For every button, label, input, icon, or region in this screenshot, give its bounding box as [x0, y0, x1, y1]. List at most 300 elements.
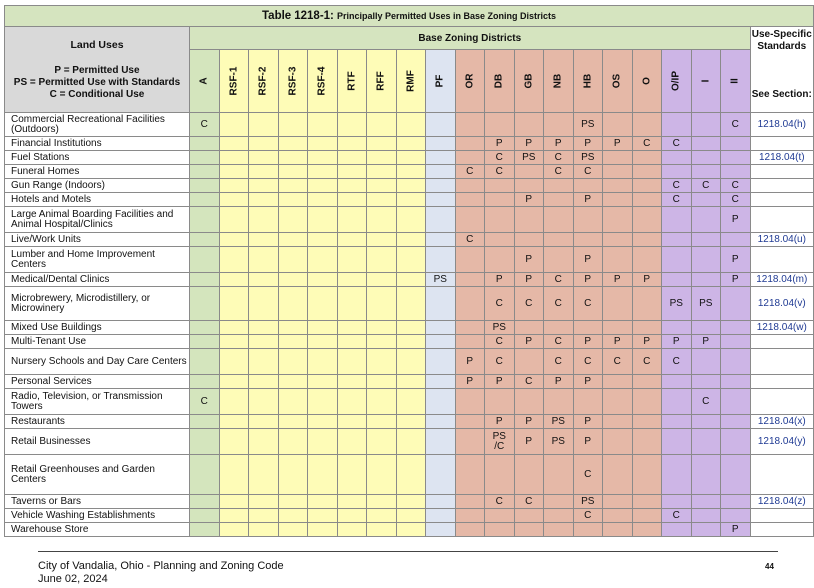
use-cell: [603, 247, 633, 273]
use-cell: [455, 247, 485, 273]
use-cell: [603, 509, 633, 523]
use-cell: [190, 455, 220, 495]
use-cell: [691, 151, 721, 165]
use-cell: [691, 523, 721, 537]
use-cell: P: [455, 375, 485, 389]
use-cell: [691, 349, 721, 375]
use-cell: P: [573, 415, 603, 429]
use-cell: [190, 509, 220, 523]
use-cell: [367, 415, 397, 429]
use-cell: [632, 523, 662, 537]
use-cell: C: [514, 375, 544, 389]
use-cell: [396, 165, 426, 179]
use-cell: [426, 375, 456, 389]
use-cell: [426, 415, 456, 429]
use-cell: [337, 193, 367, 207]
use-cell: [396, 273, 426, 287]
use-cell: [426, 287, 456, 321]
use-cell: [308, 273, 338, 287]
zoning-table-container: [4, 5, 813, 537]
use-cell: [308, 165, 338, 179]
use-cell: [455, 335, 485, 349]
table-row: [5, 273, 814, 287]
use-cell: [396, 509, 426, 523]
standards-reference: [750, 247, 814, 273]
use-cell: [455, 509, 485, 523]
district-label: GB: [523, 73, 535, 89]
use-cell: [396, 193, 426, 207]
use-cell: [249, 349, 279, 375]
use-cell: [367, 207, 397, 233]
table-row: [5, 349, 814, 375]
use-cell: [337, 509, 367, 523]
use-cell: [337, 233, 367, 247]
district-header: [426, 50, 456, 113]
use-cell: [721, 233, 751, 247]
use-cell: [485, 523, 515, 537]
use-cell: C: [691, 179, 721, 193]
land-use-name: Retail Greenhouses and Garden Centers: [5, 455, 190, 495]
use-cell: [514, 165, 544, 179]
use-cell: [337, 207, 367, 233]
use-cell: [337, 455, 367, 495]
use-cell: [396, 233, 426, 247]
use-cell: [426, 137, 456, 151]
use-cell: [337, 273, 367, 287]
use-cell: [249, 193, 279, 207]
use-cell: [190, 349, 220, 375]
use-cell: [396, 523, 426, 537]
use-cell: [455, 151, 485, 165]
use-cell: P: [514, 429, 544, 455]
use-cell: [691, 137, 721, 151]
land-use-name: Vehicle Washing Establishments: [5, 509, 190, 523]
use-cell: PS: [691, 287, 721, 321]
use-cell: [367, 193, 397, 207]
use-cell: [455, 273, 485, 287]
use-cell: [662, 207, 692, 233]
district-header: [249, 50, 279, 113]
table-row: [5, 429, 814, 455]
use-cell: C: [190, 113, 220, 137]
district-header: [514, 50, 544, 113]
use-cell: [455, 415, 485, 429]
district-label: RSF-2: [257, 66, 269, 96]
land-use-name: Personal Services: [5, 375, 190, 389]
district-label: A: [198, 77, 210, 85]
use-cell: [367, 247, 397, 273]
footer-title: City of Vandalia, Ohio - Planning and Zoning Code: [38, 560, 284, 572]
district-header: [337, 50, 367, 113]
use-cell: [278, 389, 308, 415]
use-cell: P: [721, 273, 751, 287]
use-cell: [249, 165, 279, 179]
use-cell: [662, 455, 692, 495]
use-cell: [721, 151, 751, 165]
table-row: [5, 165, 814, 179]
table-row: [5, 207, 814, 233]
use-cell: [308, 179, 338, 193]
district-label: RSF-4: [316, 66, 328, 96]
table-row: [5, 375, 814, 389]
use-cell: [455, 495, 485, 509]
use-cell: [190, 247, 220, 273]
use-cell: [426, 233, 456, 247]
use-cell: [632, 509, 662, 523]
land-use-name: Medical/Dental Clinics: [5, 273, 190, 287]
use-cell: [219, 455, 249, 495]
use-cell: [219, 113, 249, 137]
use-cell: [278, 193, 308, 207]
use-cell: [190, 151, 220, 165]
use-cell: [396, 113, 426, 137]
district-header: [367, 50, 397, 113]
standards-reference: 1218.04(u): [750, 233, 814, 247]
legend-conditional: C = Conditional Use: [49, 89, 145, 100]
use-cell: [691, 113, 721, 137]
district-header: [662, 50, 692, 113]
use-cell: [721, 165, 751, 179]
use-cell: [603, 455, 633, 495]
use-cell: [514, 233, 544, 247]
use-cell: [691, 509, 721, 523]
use-cell: P: [514, 193, 544, 207]
use-cell: [662, 523, 692, 537]
use-cell: [278, 113, 308, 137]
table-row: [5, 495, 814, 509]
use-cell: [721, 375, 751, 389]
use-cell: [514, 113, 544, 137]
use-cell: [455, 179, 485, 193]
use-cell: [190, 193, 220, 207]
use-cell: C: [721, 179, 751, 193]
use-cell: [573, 233, 603, 247]
use-cell: [219, 321, 249, 335]
district-label: PF: [434, 74, 446, 88]
use-cell: [337, 165, 367, 179]
use-cell: [337, 429, 367, 455]
standards-reference: [750, 349, 814, 375]
use-cell: [190, 375, 220, 389]
district-header: [219, 50, 249, 113]
use-cell: PS: [573, 151, 603, 165]
use-cell: C: [485, 349, 515, 375]
use-cell: [603, 193, 633, 207]
use-cell: [455, 287, 485, 321]
use-cell: [367, 523, 397, 537]
standards-reference: [750, 389, 814, 415]
standards-reference: 1218.04(t): [750, 151, 814, 165]
standards-header-cell: [750, 27, 814, 113]
use-cell: [426, 349, 456, 375]
district-header: [544, 50, 574, 113]
standards-reference: [750, 335, 814, 349]
use-cell: C: [485, 287, 515, 321]
use-cell: C: [455, 165, 485, 179]
use-cell: PS: [544, 415, 574, 429]
use-cell: P: [485, 137, 515, 151]
use-cell: [308, 193, 338, 207]
table-row: [5, 151, 814, 165]
use-cell: [249, 523, 279, 537]
use-cell: [396, 179, 426, 193]
use-cell: [632, 193, 662, 207]
land-use-name: Radio, Television, or Transmission Towers: [5, 389, 190, 415]
table-row: [5, 179, 814, 193]
table-row: [5, 247, 814, 273]
land-use-name: Live/Work Units: [5, 233, 190, 247]
table-row: [5, 389, 814, 415]
use-cell: P: [603, 137, 633, 151]
table-title: [5, 6, 814, 27]
use-cell: [396, 415, 426, 429]
use-cell: [514, 321, 544, 335]
use-cell: [691, 429, 721, 455]
use-cell: [662, 375, 692, 389]
use-cell: [632, 455, 662, 495]
use-cell: [603, 389, 633, 415]
use-cell: [278, 375, 308, 389]
use-cell: [278, 523, 308, 537]
table-row: [5, 509, 814, 523]
use-cell: [573, 179, 603, 193]
use-cell: [308, 523, 338, 537]
use-cell: [544, 321, 574, 335]
use-cell: [278, 273, 308, 287]
table-row: [5, 523, 814, 537]
use-cell: P: [514, 273, 544, 287]
district-label: RSF-1: [228, 66, 240, 96]
use-cell: [721, 455, 751, 495]
land-use-name: Large Animal Boarding Facilities and Animal Hospital/Clinics: [5, 207, 190, 233]
district-header: [721, 50, 751, 113]
use-cell: [367, 375, 397, 389]
use-cell: [514, 389, 544, 415]
use-cell: [249, 429, 279, 455]
use-cell: PS: [514, 151, 544, 165]
use-cell: [426, 247, 456, 273]
use-cell: [426, 429, 456, 455]
use-cell: [721, 137, 751, 151]
use-cell: [249, 455, 279, 495]
use-cell: [662, 429, 692, 455]
use-cell: [249, 389, 279, 415]
table-body: [5, 113, 814, 537]
use-cell: [426, 495, 456, 509]
use-cell: [249, 321, 279, 335]
use-cell: [278, 321, 308, 335]
land-use-name: Warehouse Store: [5, 523, 190, 537]
use-cell: C: [662, 179, 692, 193]
use-cell: C: [544, 335, 574, 349]
use-cell: [190, 321, 220, 335]
land-use-name: Funeral Homes: [5, 165, 190, 179]
use-cell: C: [573, 287, 603, 321]
use-cell: P: [544, 375, 574, 389]
use-cell: [249, 113, 279, 137]
use-cell: [308, 389, 338, 415]
use-cell: [603, 113, 633, 137]
use-cell: [367, 113, 397, 137]
use-cell: C: [485, 151, 515, 165]
standards-reference: 1218.04(h): [750, 113, 814, 137]
use-cell: [514, 455, 544, 495]
use-cell: [308, 509, 338, 523]
use-cell: [337, 349, 367, 375]
use-cell: [485, 233, 515, 247]
use-cell: [662, 233, 692, 247]
permitted-uses-table: [4, 5, 814, 537]
use-cell: P: [721, 207, 751, 233]
use-cell: [337, 287, 367, 321]
land-uses-header: Land Uses: [70, 39, 124, 51]
use-cell: [721, 509, 751, 523]
use-cell: [573, 523, 603, 537]
use-cell: [219, 335, 249, 349]
district-label: II: [729, 78, 741, 84]
use-cell: C: [632, 349, 662, 375]
use-cell: [367, 233, 397, 247]
use-cell: P: [573, 247, 603, 273]
use-cell: [219, 349, 249, 375]
use-cell: [544, 113, 574, 137]
use-cell: [396, 389, 426, 415]
use-cell: P: [662, 335, 692, 349]
use-cell: [632, 233, 662, 247]
use-cell: [544, 495, 574, 509]
legend: [5, 65, 189, 101]
use-cell: [249, 233, 279, 247]
use-cell: [396, 429, 426, 455]
footer-date: June 02, 2024: [38, 573, 108, 585]
use-cell: [603, 165, 633, 179]
use-cell: C: [603, 349, 633, 375]
use-cell: [219, 429, 249, 455]
use-cell: [308, 349, 338, 375]
land-use-name: Financial Institutions: [5, 137, 190, 151]
use-cell: [721, 321, 751, 335]
standards-reference: 1218.04(v): [750, 287, 814, 321]
use-cell: [455, 113, 485, 137]
use-cell: [308, 495, 338, 509]
use-cell: [632, 389, 662, 415]
use-cell: [337, 389, 367, 415]
use-cell: [190, 495, 220, 509]
use-cell: [367, 165, 397, 179]
use-cell: [573, 321, 603, 335]
use-cell: [219, 415, 249, 429]
use-cell: [691, 207, 721, 233]
use-cell: C: [721, 113, 751, 137]
use-cell: [396, 151, 426, 165]
table-row: [5, 137, 814, 151]
use-cell: C: [691, 389, 721, 415]
use-cell: P: [691, 335, 721, 349]
use-cell: [632, 415, 662, 429]
land-use-name: Lumber and Home Improvement Centers: [5, 247, 190, 273]
standards-reference: [750, 165, 814, 179]
use-cell: PS: [485, 321, 515, 335]
use-cell: [367, 389, 397, 415]
table-title-prefix: Table: [262, 10, 292, 22]
use-cell: [662, 113, 692, 137]
use-cell: [455, 137, 485, 151]
use-cell: [396, 137, 426, 151]
use-cell: C: [632, 137, 662, 151]
use-cell: [485, 193, 515, 207]
use-cell: [278, 415, 308, 429]
use-cell: P: [632, 273, 662, 287]
use-cell: [190, 287, 220, 321]
use-cell: [632, 179, 662, 193]
use-cell: [632, 165, 662, 179]
use-cell: P: [485, 273, 515, 287]
use-cell: [514, 179, 544, 193]
use-cell: P: [455, 349, 485, 375]
use-cell: [662, 321, 692, 335]
use-cell: [426, 113, 456, 137]
legend-permitted-standards: PS = Permitted Use with Standards: [13, 77, 181, 88]
use-cell: [426, 455, 456, 495]
use-cell: [603, 429, 633, 455]
use-cell: [337, 113, 367, 137]
use-cell: [190, 233, 220, 247]
table-row: [5, 335, 814, 349]
use-cell: [337, 179, 367, 193]
use-cell: [367, 509, 397, 523]
use-cell: [219, 233, 249, 247]
use-cell: [278, 509, 308, 523]
use-cell: [721, 429, 751, 455]
use-cell: [249, 415, 279, 429]
use-cell: [514, 523, 544, 537]
use-cell: [544, 455, 574, 495]
use-cell: [603, 287, 633, 321]
use-cell: P: [514, 247, 544, 273]
use-cell: [632, 429, 662, 455]
use-cell: [367, 151, 397, 165]
use-cell: [337, 247, 367, 273]
use-cell: [691, 455, 721, 495]
use-cell: [426, 509, 456, 523]
use-cell: [396, 375, 426, 389]
standards-reference: [750, 375, 814, 389]
use-cell: [367, 335, 397, 349]
use-cell: [219, 287, 249, 321]
use-cell: [396, 495, 426, 509]
use-cell: [662, 151, 692, 165]
district-header: [190, 50, 220, 113]
use-cell: P: [485, 375, 515, 389]
use-cell: [632, 151, 662, 165]
use-cell: [485, 179, 515, 193]
use-cell: [485, 207, 515, 233]
use-cell: [308, 321, 338, 335]
use-cell: [632, 287, 662, 321]
use-cell: [721, 389, 751, 415]
use-cell: [219, 151, 249, 165]
use-cell: C: [514, 495, 544, 509]
standards-reference: 1218.04(z): [750, 495, 814, 509]
use-cell: P: [485, 415, 515, 429]
use-cell: [662, 165, 692, 179]
use-cell: [662, 273, 692, 287]
use-cell: [603, 321, 633, 335]
land-use-name: Restaurants: [5, 415, 190, 429]
use-cell: [249, 137, 279, 151]
use-cell: [662, 495, 692, 509]
district-header: [308, 50, 338, 113]
